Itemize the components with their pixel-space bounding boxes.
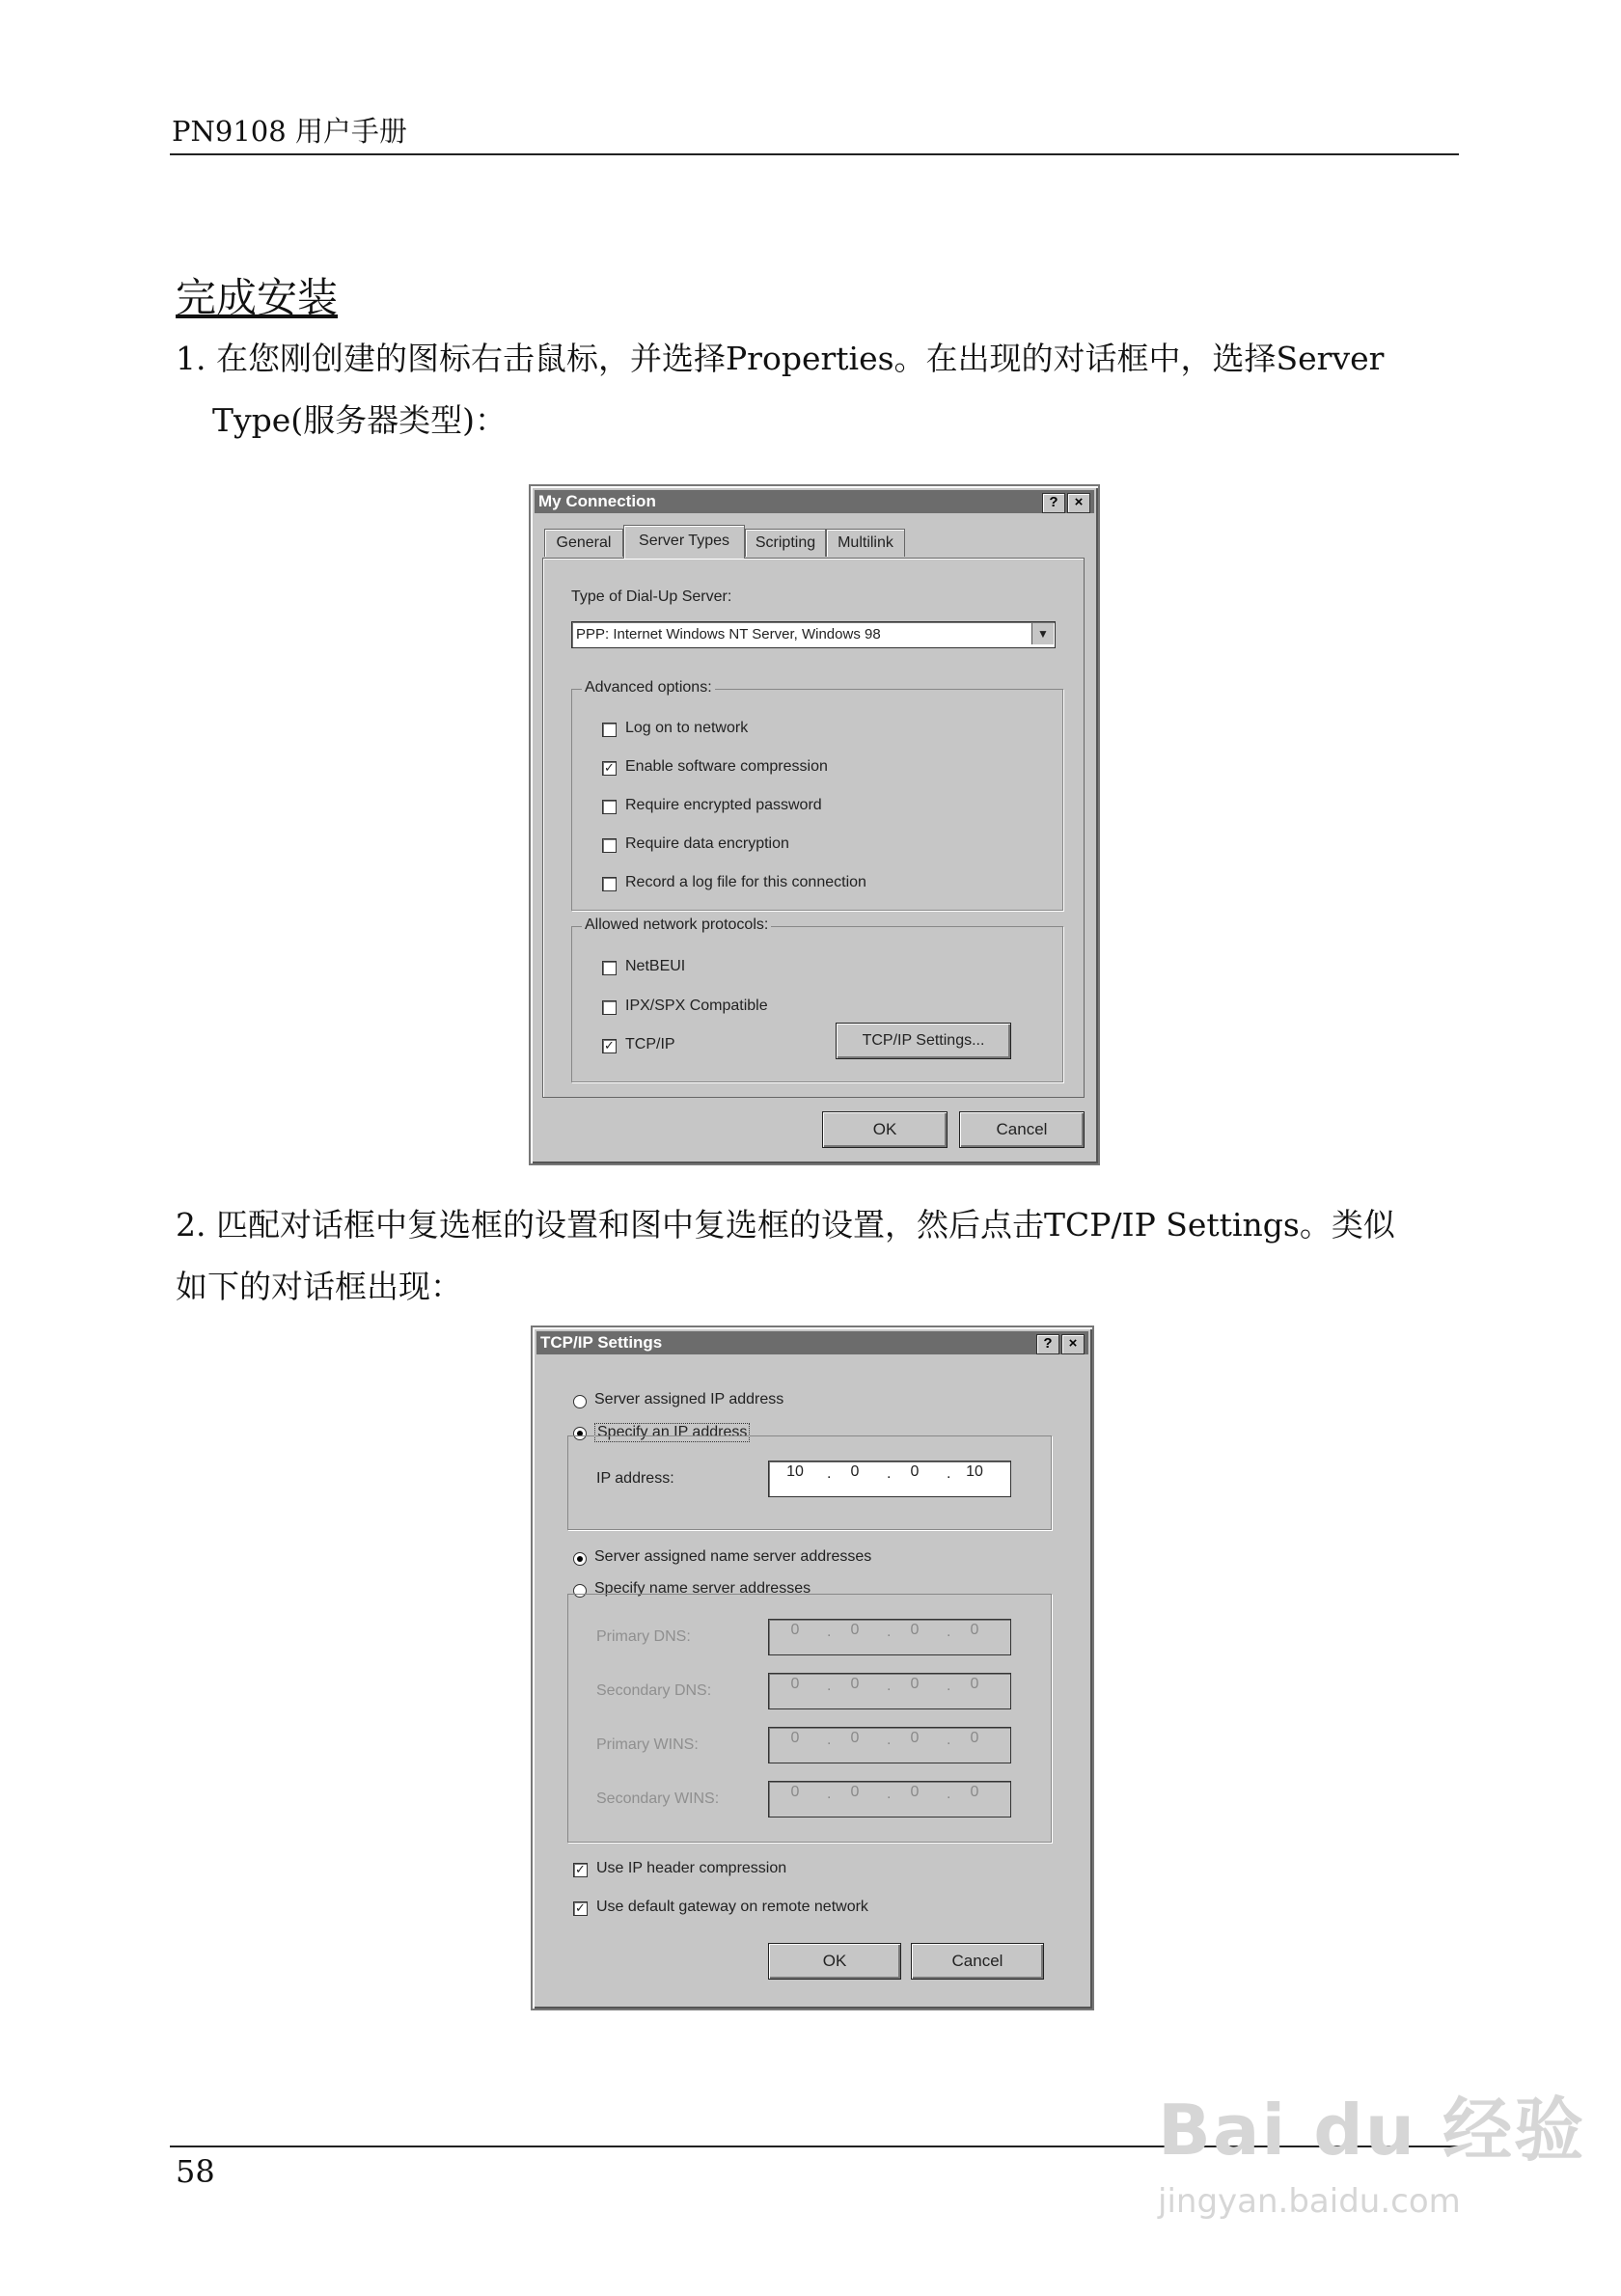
ip-octet: 10 [966,1463,983,1480]
dns-octet: 0 [970,1622,979,1638]
server-assigned-ns-label: Server assigned name server addresses [594,1548,872,1565]
log-file-label: Record a log file for this connection [625,874,866,890]
step2-text: 2. 匹配对话框中复选框的设置和图中复选框的设置，然后点击TCP/IP Settings。类似 [176,1206,1395,1244]
advanced-options-label: Advanced options: [582,679,715,697]
dns-octet: 0 [910,1676,920,1692]
dns-octet: 0 [850,1622,860,1638]
ip-header-compression-label: Use IP header compression [596,1860,787,1876]
secondary-dns-label: Secondary DNS: [596,1682,712,1699]
ip-address-field[interactable]: 10 . 0 . 0 . 10 [768,1461,1011,1497]
ip-address-label: IP address: [596,1470,674,1487]
software-compression-label: Enable software compression [625,758,828,775]
ok-button[interactable]: OK [768,1943,901,1980]
primary-wins-label: Primary WINS: [596,1736,699,1753]
netbeui-label: NetBEUI [625,958,686,974]
primary-dns-label: Primary DNS: [596,1628,691,1645]
secondary-wins-field[interactable]: 0 . 0 . 0 . 0 [768,1781,1011,1818]
primary-dns-field[interactable]: 0 . 0 . 0 . 0 [768,1619,1011,1655]
server-assigned-ip-radio[interactable] [573,1395,587,1408]
help-button[interactable]: ? [1036,1334,1059,1354]
close-button[interactable]: × [1067,493,1090,513]
log-on-network-checkbox[interactable] [602,723,617,737]
ipx-spx-label: IPX/SPX Compatible [625,998,768,1014]
dns-octet: 0 [910,1622,920,1638]
wins-octet: 0 [970,1730,979,1746]
title-bar [536,1331,1088,1354]
title-bar [535,490,1094,513]
wins-octet: 0 [790,1784,800,1800]
tab-scripting[interactable]: Scripting [745,529,826,557]
help-button[interactable]: ? [1042,493,1065,513]
dns-octet: 0 [790,1676,800,1692]
wins-octet: 0 [970,1784,979,1800]
ip-octet: 0 [850,1463,860,1480]
baidu-watermark-logo: Bai du 经验 [1158,2090,1586,2171]
tab-general[interactable]: General [544,529,623,557]
step1-text: 1. 在您刚创建的图标右击鼠标，并选择Properties。在出现的对话框中，选择Server [176,340,1385,377]
specify-ns-label: Specify name server addresses [594,1580,811,1597]
header-rule [170,153,1459,155]
secondary-wins-label: Secondary WINS: [596,1790,720,1807]
data-encryption-label: Require data encryption [625,835,789,852]
tab-multilink[interactable]: Multilink [826,529,905,557]
dialog-title: My Connection [538,492,656,510]
server-assigned-ip-label: Server assigned IP address [594,1391,784,1408]
page-header: PN9108 用户手册 [172,115,407,148]
chevron-down-icon[interactable]: ▼ [1031,623,1054,644]
tcpip-checkbox[interactable]: ✓ [602,1039,617,1053]
tab-strip [544,529,1085,558]
close-button[interactable]: × [1061,1334,1085,1354]
server-assigned-ns-radio[interactable] [573,1552,587,1566]
tcpip-settings-dialog [531,1326,1094,2010]
server-type-select[interactable] [571,621,1056,648]
dns-octet: 0 [790,1622,800,1638]
ip-header-compression-checkbox[interactable]: ✓ [573,1863,588,1877]
wins-octet: 0 [850,1730,860,1746]
server-type-value: PPP: Internet Windows NT Server, Windows 98 [576,626,881,642]
wins-octet: 0 [850,1784,860,1800]
netbeui-checkbox[interactable] [602,961,617,975]
tcpip-label: TCP/IP [625,1036,675,1052]
primary-wins-field[interactable]: 0 . 0 . 0 . 0 [768,1727,1011,1763]
tab-server-types[interactable]: Server Types [623,525,745,559]
wins-octet: 0 [790,1730,800,1746]
dns-octet: 0 [970,1676,979,1692]
step2-text-cont: 如下的对话框出现： [176,1268,462,1305]
my-connection-dialog [529,484,1100,1165]
ok-button[interactable]: OK [822,1111,948,1148]
section-title: 完成安装 [176,274,339,321]
tcpip-settings-button[interactable]: TCP/IP Settings... [836,1023,1011,1059]
network-protocols-label: Allowed network protocols: [582,916,771,934]
cancel-button[interactable]: Cancel [959,1111,1085,1148]
wins-octet: 0 [910,1784,920,1800]
ipx-spx-checkbox[interactable] [602,1000,617,1015]
software-compression-checkbox[interactable]: ✓ [602,761,617,776]
secondary-dns-field[interactable]: 0 . 0 . 0 . 0 [768,1673,1011,1709]
ip-octet: 10 [786,1463,804,1480]
default-gateway-checkbox[interactable]: ✓ [573,1901,588,1916]
log-on-network-label: Log on to network [625,720,749,736]
encrypted-password-label: Require encrypted password [625,797,822,813]
specify-ip-label: Specify an IP address [594,1423,750,1442]
dns-octet: 0 [850,1676,860,1692]
encrypted-password-checkbox[interactable] [602,800,617,814]
cancel-button[interactable]: Cancel [911,1943,1044,1980]
dialog-title: TCP/IP Settings [540,1333,663,1352]
step1-text-cont: Type(服务器类型)： [212,401,508,439]
wins-octet: 0 [910,1730,920,1746]
data-encryption-checkbox[interactable] [602,838,617,853]
baidu-watermark-url: jingyan.baidu.com [1158,2182,1461,2221]
log-file-checkbox[interactable] [602,877,617,891]
default-gateway-label: Use default gateway on remote network [596,1899,868,1915]
ip-octet: 0 [910,1463,920,1480]
server-type-label: Type of Dial-Up Server: [571,588,732,605]
page-number: 58 [176,2153,215,2190]
